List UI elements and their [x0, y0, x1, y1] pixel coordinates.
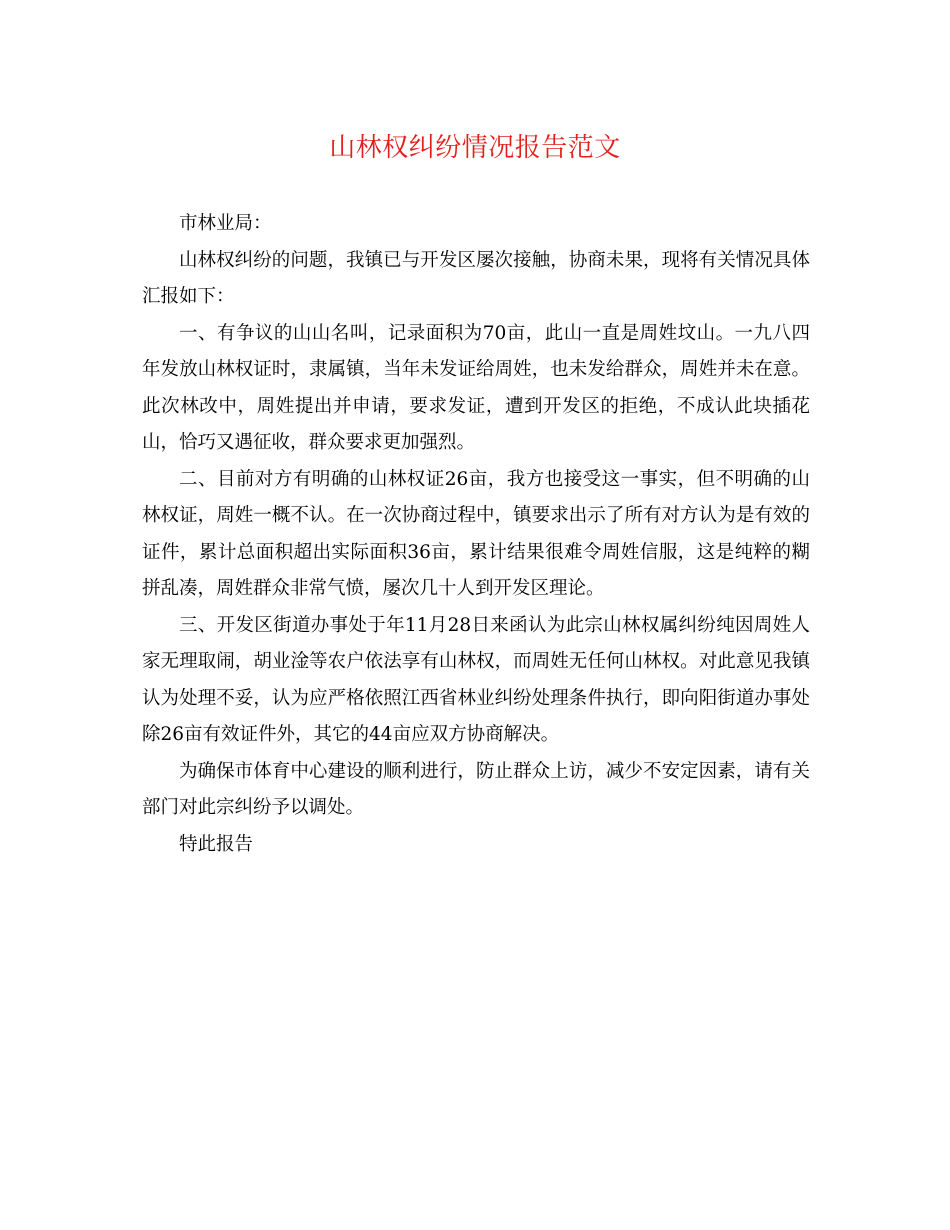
- salutation: 市林业局：: [179, 213, 272, 234]
- document-body: [142, 206, 810, 863]
- paragraph-request: 为确保市体育中心建设的顺利进行，防止群众上访，减少不安定因素，请有关部门对此宗纠纷予以调处。: [142, 760, 810, 818]
- paragraph-item-3: 三、开发区街道办事处于年11月28日来函认为此宗山林权属纠纷纯因周姓人家无理取闹，胡业淦等农户依法享有山林权，而周姓无任何山林权。对此意见我镇认为处理不妥，认为应严格依照江西省林业纠纷处理条件执行，即向阳街道办事处除26亩有效证件外，其它的44亩应双方协商解决。: [142, 614, 810, 745]
- document-title: 山林权纠纷情况报告范文: [329, 133, 621, 163]
- paragraph-intro: 山林权纠纷的问题，我镇已与开发区屡次接触，协商未果，现将有关情况具体汇报如下：: [142, 249, 810, 307]
- paragraph-item-1: 一、有争议的山山名叫，记录面积为70亩，此山一直是周姓坟山。一九八四年发放山林权证时，隶属镇，当年未发证给周姓，也未发给群众，周姓并未在意。此次林改中，周姓提出并申请，要求发证，遭到开发区的拒绝，不成认此块插花山，恰巧又遇征收，群众要求更加强烈。: [142, 322, 810, 453]
- paragraph-item-2: 二、目前对方有明确的山林权证26亩，我方也接受这一事实，但不明确的山林权证，周姓一概不认。在一次协商过程中，镇要求出示了所有对方认为是有效的证件，累计总面积超出实际面积36亩，累计结果很难令周姓信服，这是纯粹的糊拼乱凑，周姓群众非常气愤，屡次几十人到开发区理论。: [142, 468, 810, 599]
- closing: 特此报告: [179, 833, 254, 855]
